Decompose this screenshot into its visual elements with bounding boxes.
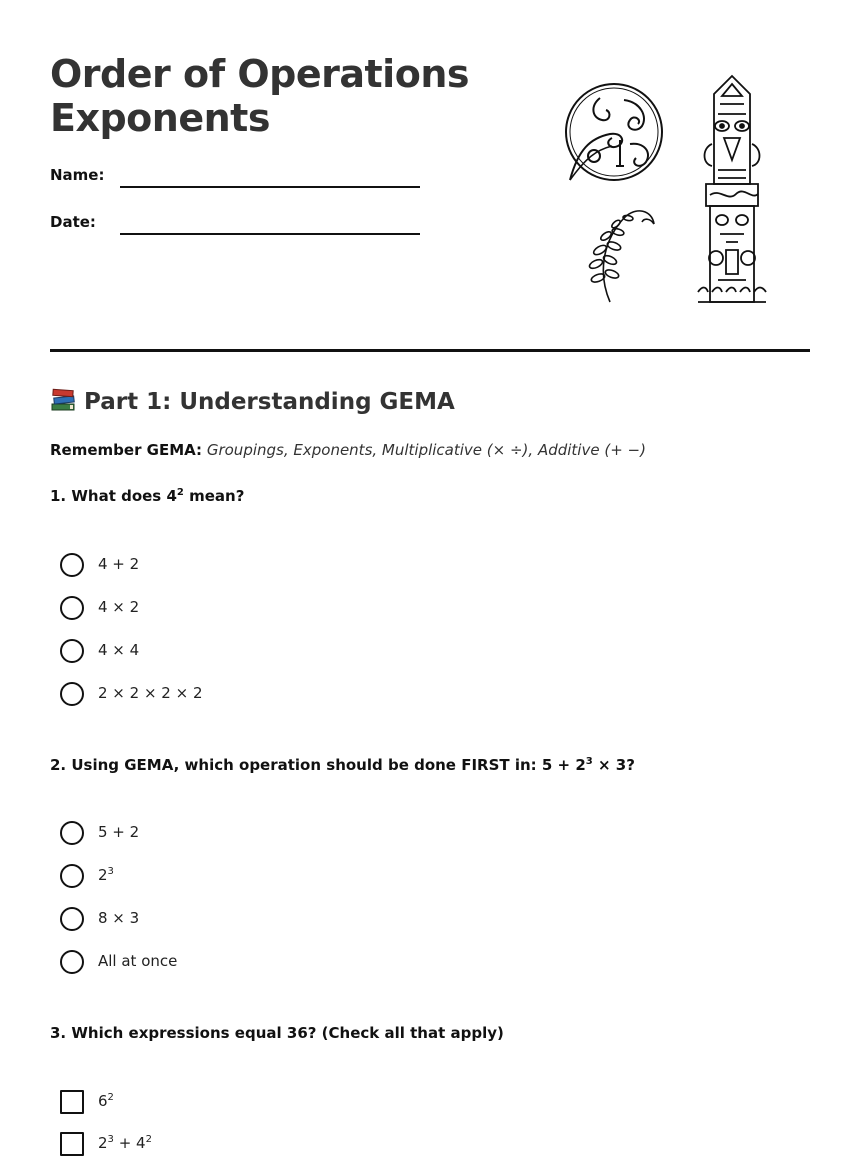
option-label: 4 + 2 — [98, 555, 140, 573]
date-line[interactable] — [120, 233, 420, 235]
checkbox[interactable] — [60, 1090, 84, 1114]
option-label — [98, 1092, 114, 1110]
radio-button[interactable] — [60, 907, 84, 931]
option-superscript: 3 — [107, 866, 114, 877]
option-label — [98, 866, 114, 884]
question-2 — [50, 756, 635, 774]
question-superscript: 3 — [585, 756, 593, 767]
option-label: 4 × 2 — [98, 598, 140, 616]
radio-button[interactable] — [60, 596, 84, 620]
checkbox[interactable] — [60, 1132, 84, 1156]
radio-button[interactable] — [60, 553, 84, 577]
option-label — [98, 1134, 152, 1152]
remember-text: Groupings, Exponents, Multiplicative (× ÷), Additive (+ −) — [206, 441, 646, 459]
option-base: 6 — [98, 1092, 108, 1110]
radio-button[interactable] — [60, 821, 84, 845]
section-title: Part 1: Understanding GEMA — [84, 389, 455, 415]
option-rest: + 4 — [113, 1134, 146, 1152]
option-label: 8 × 3 — [98, 909, 140, 927]
option-superscript: 2 — [107, 1092, 114, 1103]
option-superscript-2: 2 — [145, 1134, 152, 1145]
question-superscript: 2 — [176, 487, 184, 498]
name-line[interactable] — [120, 186, 420, 188]
question-text: 3. Which expressions equal 36? (Check all that apply) — [50, 1024, 504, 1042]
fern-frond-icon — [584, 204, 658, 304]
option-label: 2 × 2 × 2 × 2 — [98, 684, 203, 702]
option-label: All at once — [98, 952, 178, 970]
name-label: Name: — [50, 166, 105, 184]
question-text: 1. What does 4 — [50, 487, 177, 505]
question-text-suffix: × 3? — [592, 756, 635, 774]
books-icon — [50, 388, 76, 418]
option-base: 2 — [98, 1134, 108, 1152]
option-base: 2 — [98, 866, 108, 884]
remember-note — [50, 441, 646, 459]
option-label: 4 × 4 — [98, 641, 140, 659]
title-line-1: Order of Operations — [50, 52, 469, 96]
question-text: 2. Using GEMA, which operation should be done FIRST in: 5 + 2 — [50, 756, 586, 774]
section-divider — [50, 349, 810, 352]
title-line-2: Exponents — [50, 96, 270, 140]
radio-button[interactable] — [60, 950, 84, 974]
radio-button[interactable] — [60, 682, 84, 706]
totem-pole-icon — [696, 74, 768, 304]
option-label: 5 + 2 — [98, 823, 140, 841]
page-title — [50, 52, 469, 140]
radio-button[interactable] — [60, 639, 84, 663]
question-3 — [50, 1024, 504, 1042]
remember-label: Remember GEMA: — [50, 441, 203, 459]
section-heading — [50, 388, 455, 418]
question-1 — [50, 487, 244, 505]
option-superscript: 3 — [107, 1134, 114, 1145]
koru-circle-icon — [560, 80, 668, 188]
question-text-suffix: mean? — [183, 487, 245, 505]
radio-button[interactable] — [60, 864, 84, 888]
date-label: Date: — [50, 213, 96, 231]
